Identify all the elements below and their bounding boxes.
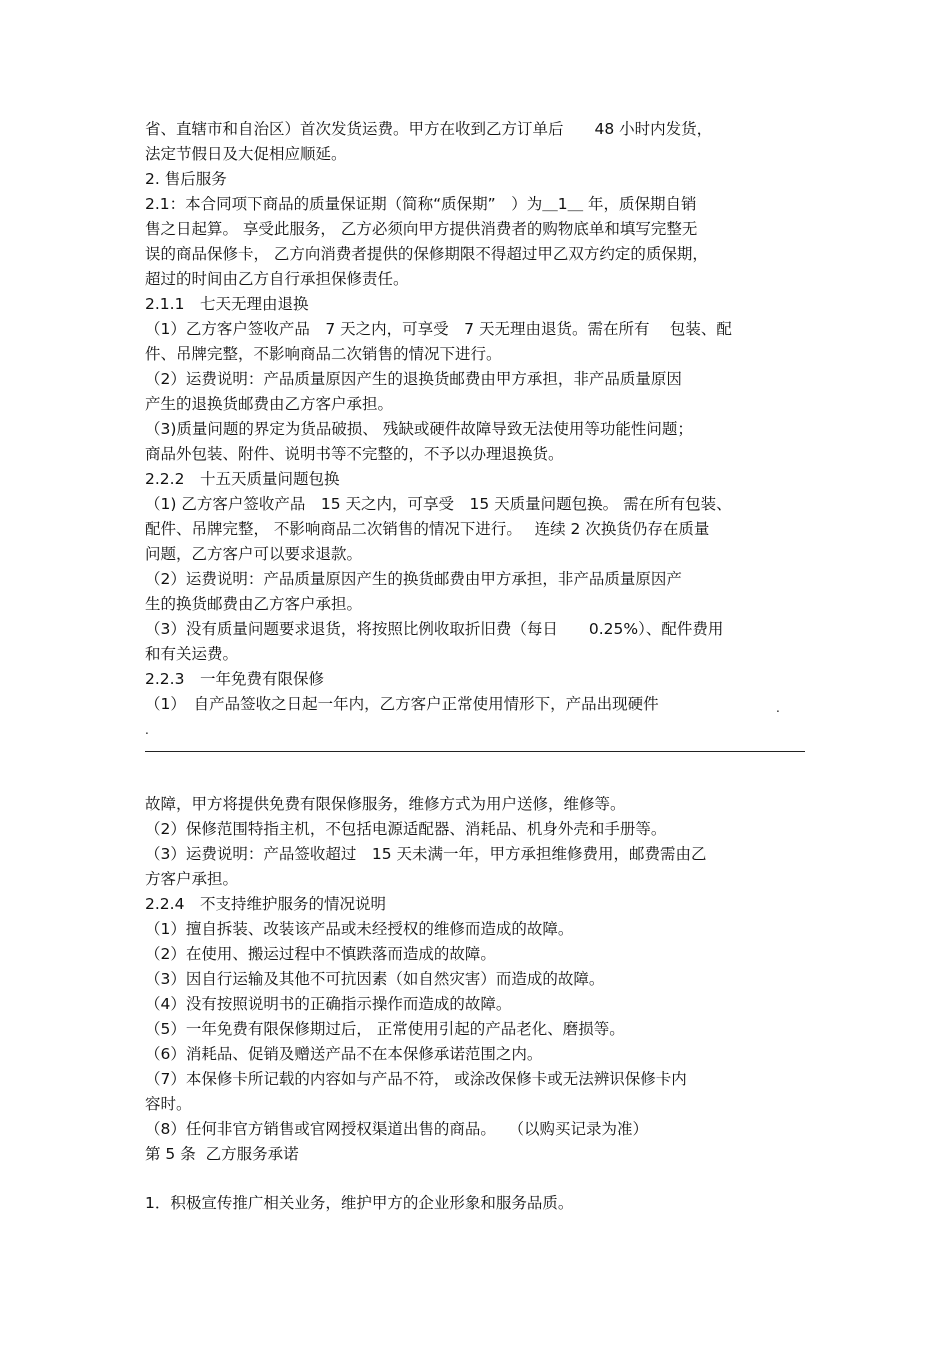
text-line: （3）因自行运输及其他不可抗因素（如自然灾害）而造成的故障。 [145,970,605,988]
stray-dot-mark: . [776,701,780,715]
subsection-heading: 2.1.1 七天无理由退换 [145,295,309,313]
text-line: （3）运费说明：产品签收超过 15 天未满一年，甲方承担维修费用，邮费需由乙 [145,845,707,863]
text-line: 售之日起算。 享受此服务， 乙方必须向甲方提供消费者的购物底单和填写完整无 [145,220,698,238]
text-line: 产生的退换货邮费由乙方客户承担。 [145,395,394,413]
text-line: 省、直辖市和自治区）首次发货运费。甲方在收到乙方订单后 48 小时内发货， [145,120,713,138]
stray-dot-mark: . [145,723,149,737]
text-line: 问题，乙方客户可以要求退款。 [145,545,363,563]
text-line: 故障，甲方将提供免费有限保修服务，维修方式为用户送修，维修等。 [145,795,626,813]
subsection-heading: 2.2.2 十五天质量问题包换 [145,470,340,488]
text-line: （8）任何非官方销售或官网授权渠道出售的商品。 （以购买记录为准） [145,1120,649,1138]
text-line: （2）运费说明：产品质量原因产生的换货邮费由甲方承担，非产品质量原因产 [145,570,682,588]
text-line: 超过的时间由乙方自行承担保修责任。 [145,270,409,288]
text-line: （3）没有质量问题要求退货，将按照比例收取折旧费（每日 0.25%）、配件费用 [145,620,724,638]
article-heading: 第 5 条 乙方服务承诺 [145,1145,299,1163]
text-line: 容时。 [145,1095,192,1113]
text-line: （1）乙方客户签收产品 7 天之内，可享受 7 天无理由退货。需在所有 包装、配 [145,320,732,338]
subsection-heading: 2.2.4 不支持维护服务的情况说明 [145,895,386,913]
text-line: （2）保修范围特指主机，不包括电源适配器、消耗品、机身外壳和手册等。 [145,820,667,838]
text-line: 生的换货邮费由乙方客户承担。 [145,595,363,613]
text-line: 法定节假日及大促相应顺延。 [145,145,347,163]
text-line: 配件、吊牌完整， 不影响商品二次销售的情况下进行。 连续 2 次换货仍存在质量 [145,520,710,538]
text-line: 商品外包装、附件、说明书等不完整的，不予以办理退换货。 [145,445,564,463]
text-line: 方客户承担。 [145,870,239,888]
section-heading: 2. 售后服务 [145,170,227,188]
text-line: （2）运费说明：产品质量原因产生的退换货邮费由甲方承担，非产品质量原因 [145,370,682,388]
text-line: （5）一年免费有限保修期过后， 正常使用引起的产品老化、磨损等。 [145,1020,625,1038]
text-line: 2.1：本合同项下商品的质量保证期（简称“质保期” ）为＿1＿ 年，质保期自销 [145,195,697,213]
text-line: （7）本保修卡所记载的内容如与产品不符， 或涂改保修卡或无法辨识保修卡内 [145,1070,687,1088]
text-line: （3)质量问题的界定为货品破损、 残缺或硬件故障导致无法使用等功能性问题； [145,420,693,438]
text-line: 件、吊牌完整，不影响商品二次销售的情况下进行。 [145,345,502,363]
text-line: 1．积极宣传推广相关业务，维护甲方的企业形象和服务品质。 [145,1194,574,1212]
subsection-heading: 2.2.3 一年免费有限保修 [145,670,324,688]
text-line: （1） 自产品签收之日起一年内，乙方客户正常使用情形下，产品出现硬件 [145,695,659,713]
text-line: （1) 乙方客户签收产品 15 天之内，可享受 15 天质量问题包换。 需在所有包装、 [145,495,732,513]
text-line: （2）在使用、搬运过程中不慎跌落而造成的故障。 [145,945,496,963]
text-line: （4）没有按照说明书的正确指示操作而造成的故障。 [145,995,512,1013]
page-break-rule [145,751,805,752]
text-line: （1）擅自拆装、改装该产品或未经授权的维修而造成的故障。 [145,920,574,938]
text-line: 和有关运费。 [145,645,239,663]
text-line: （6）消耗品、促销及赠送产品不在本保修承诺范围之内。 [145,1045,543,1063]
text-line: 误的商品保修卡， 乙方向消费者提供的保修期限不得超过甲乙双方约定的质保期， [145,245,708,263]
